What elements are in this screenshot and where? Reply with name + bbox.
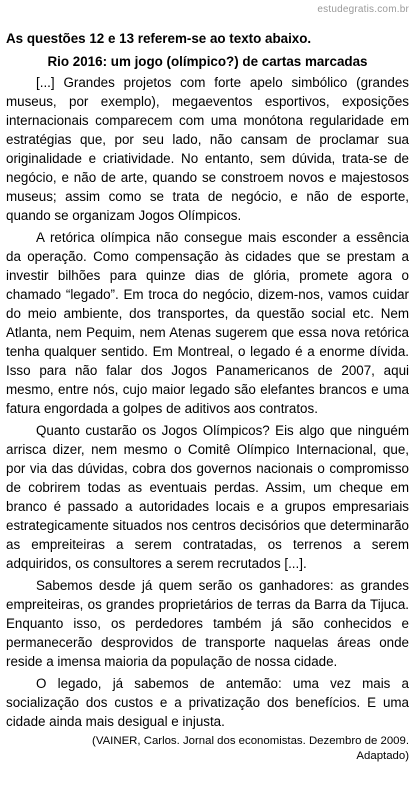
- paragraph-1: [...] Grandes projetos com forte apelo simbólico (grandes museus, por exemplo), megaeventos esportivos, exposições internacionais comparecem com uma monótona regularidade em estratégias que, por seu lado, não cansam de proclamar sua originalidade e criatividade. No entanto, sem dúvida, trata-se de negócio, e não de arte, quando se constroem novos e majestosos museus; assim como se trata de negócio, e não de esporte, quando se organizam Jogos Olímpicos.: [6, 75, 409, 223]
- source-citation: (VAINER, Carlos. Jornal dos economistas. Dezembro de 2009. Adaptado): [92, 735, 409, 762]
- paragraph-3: Quanto custarão os Jogos Olímpicos? Eis algo que ninguém arrisca dizer, nem mesmo o Comitê Olímpico Internacional, que, por via das dúvidas, cobra dos governos nacionais o compromisso de cobrirem todas as eventuais perdas. Assim, um cheque em branco é passado a autoridades locais e a grupos empresariais estrategicamente situados nos centros decisórios que determinarão as empreiteiras a serem contratadas, os terrenos a serem adquiridos, os consultores a serem recrutados [...].: [6, 423, 409, 571]
- text-title: Rio 2016: um jogo (olímpico?) de cartas marcadas: [47, 54, 368, 69]
- questions-intro: As questões 12 e 13 referem-se ao texto abaixo.: [6, 31, 312, 46]
- paragraph-2: A retórica olímpica não consegue mais esconder a essência da operação. Como compensação às cidades que se prestam a investir bilhões para quinze dias de glória, promete agora o chamado “legado”. Em troca do negócio, dizem-nos, vamos cuidar do meio ambiente, dos transportes, da questão social etc. Nem Atlanta, nem Pequim, nem Atenas sugerem que essa nova retórica tenha qualquer sentido. Em Montreal, o legado é a enorme dívida. Isso para não falar dos Jogos Panamericanos de 2007, aqui mesmo, entre nós, cujo maior legado são elefantes brancos e uma fatura engordada a golpes de aditivos aos contratos.: [6, 230, 409, 416]
- paragraph-4: Sabemos desde já quem serão os ganhadores: as grandes empreiteiras, os grandes proprietários de terras da Barra da Tijuca. Enquanto isso, os perdedores também já são conhecidos e permanecerão desprovidos de transporte naquelas áreas onde reside a imensa maioria da população de nossa cidade.: [6, 578, 409, 669]
- document-body: [6, 30, 409, 764]
- site-watermark: estudegratis.com.br: [317, 4, 409, 15]
- paragraph-5: O legado, já sabemos de antemão: uma vez mais a socialização dos custos e a privatização dos benefícios. E uma cidade ainda mais desigual e injusta.: [6, 676, 409, 729]
